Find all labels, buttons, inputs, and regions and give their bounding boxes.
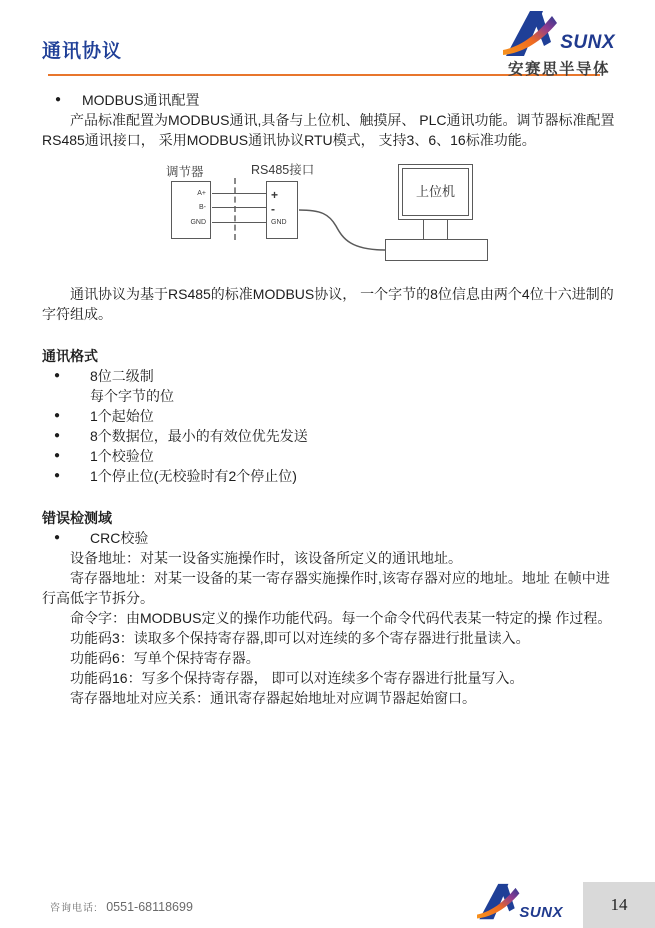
crc-item-text: CRC校验: [90, 530, 149, 546]
rs485-box: [266, 181, 298, 239]
format-section-heading: 通讯格式: [42, 348, 98, 364]
regulator-terminal-b: B-: [199, 204, 206, 211]
rs485-terminal-gnd: GND: [271, 219, 287, 226]
bullet-icon: ●: [55, 94, 62, 105]
monitor-stand: [423, 220, 448, 239]
bullet-icon: ●: [54, 370, 61, 381]
computer-base: [385, 239, 488, 261]
logo-a-swoosh-icon: [477, 882, 521, 922]
bullet-icon: ●: [54, 450, 61, 461]
regulator-label: 调节器: [166, 165, 204, 179]
phone-label: 咨询电话:: [50, 903, 98, 914]
list-item-text: 8位二级制: [90, 368, 154, 384]
error-paragraph: 设备地址：对某一设备实施操作时，该设备所定义的通讯地址。: [70, 550, 462, 566]
isolation-dashed-line: [234, 178, 236, 240]
error-paragraph: 寄存器地址：对某一设备的某一寄存器实施操作时,该寄存器对应的地址。地址 在帧中进行高低字节拆分。: [42, 570, 610, 606]
error-paragraph: 命令字：由MODBUS定义的操作功能代码。每一个命令代码代表某一特定的操 作过程。: [70, 610, 612, 626]
bullet-icon: ●: [54, 532, 61, 543]
regulator-terminal-a: A+: [197, 190, 206, 197]
rs485-terminal-plus: +: [271, 188, 279, 202]
logo-brand-text: SUNX: [519, 904, 563, 921]
footer-contact: [50, 898, 193, 916]
host-label: 上位机: [415, 184, 455, 199]
list-item-text: 1个停止位(无校验时有2个停止位): [90, 468, 297, 484]
wire-b: [212, 207, 266, 208]
wire-a: [212, 193, 266, 194]
modbus-config-paragraph: 产品标准配置为MODBUS通讯,具备与上位机、触摸屏、 PLC通讯功能。调节器标准配置RS485通讯接口， 采用MODBUS通讯协议RTU模式， 支持3、6、16标准功能。: [42, 112, 615, 148]
wire-gnd: [212, 222, 266, 223]
host-screen: [402, 168, 469, 216]
rs485-terminal-minus: -: [271, 202, 275, 216]
list-item: [42, 446, 617, 466]
logo-brand-text: SUNX: [560, 32, 615, 53]
list-item: [42, 426, 617, 446]
error-paragraph: 功能码3：读取多个保持寄存器,即可以对连续的多个寄存器进行批量读入。: [70, 630, 530, 646]
bullet-icon: ●: [54, 430, 61, 441]
error-paragraph: 寄存器地址对应关系：通讯寄存器起始地址对应调节器起始窗口。: [70, 690, 476, 706]
logo-a-swoosh-icon: [503, 10, 559, 58]
asunx-logo-icon: [503, 8, 615, 56]
protocol-paragraph: 通讯协议为基于RS485的标准MODBUS协议， 一个字节的8位信息由两个4位十六进制的字符组成。: [42, 286, 614, 322]
modbus-config-label: MODBUS通讯配置: [82, 92, 200, 108]
wiring-diagram: [128, 162, 500, 266]
host-monitor: [398, 164, 473, 220]
regulator-box: [171, 181, 211, 239]
rs485-label: RS485接口: [251, 163, 315, 177]
main-content: [42, 90, 617, 708]
list-item: [42, 366, 617, 386]
error-paragraph: 功能码16：写多个保持寄存器， 即可以对连续多个寄存器进行批量写入。: [70, 670, 524, 686]
list-item: [42, 386, 617, 406]
crc-list-item: [42, 528, 617, 548]
modbus-config-item: [42, 90, 617, 110]
list-item-text: 1个校验位: [90, 448, 154, 464]
phone-number: 0551-68118699: [106, 900, 193, 914]
logo-company-name: 安赛思半导体: [507, 61, 610, 78]
error-section-heading: 错误检测域: [42, 510, 112, 526]
error-paragraph: 功能码6：写单个保持寄存器。: [70, 650, 260, 666]
bullet-icon: ●: [54, 470, 61, 481]
company-logo: [503, 8, 615, 79]
bullet-icon: ●: [54, 410, 61, 421]
list-item-text: 每个字节的位: [90, 388, 174, 404]
list-item: [42, 406, 617, 426]
page-title: 通讯协议: [42, 41, 123, 62]
footer-logo: [477, 882, 563, 924]
list-item-text: 8个数据位，最小的有效位优先发送: [90, 428, 308, 444]
regulator-terminal-gnd: GND: [190, 219, 206, 226]
list-item-text: 1个起始位: [90, 408, 154, 424]
list-item: [42, 466, 617, 486]
page-number: 14: [583, 882, 655, 928]
